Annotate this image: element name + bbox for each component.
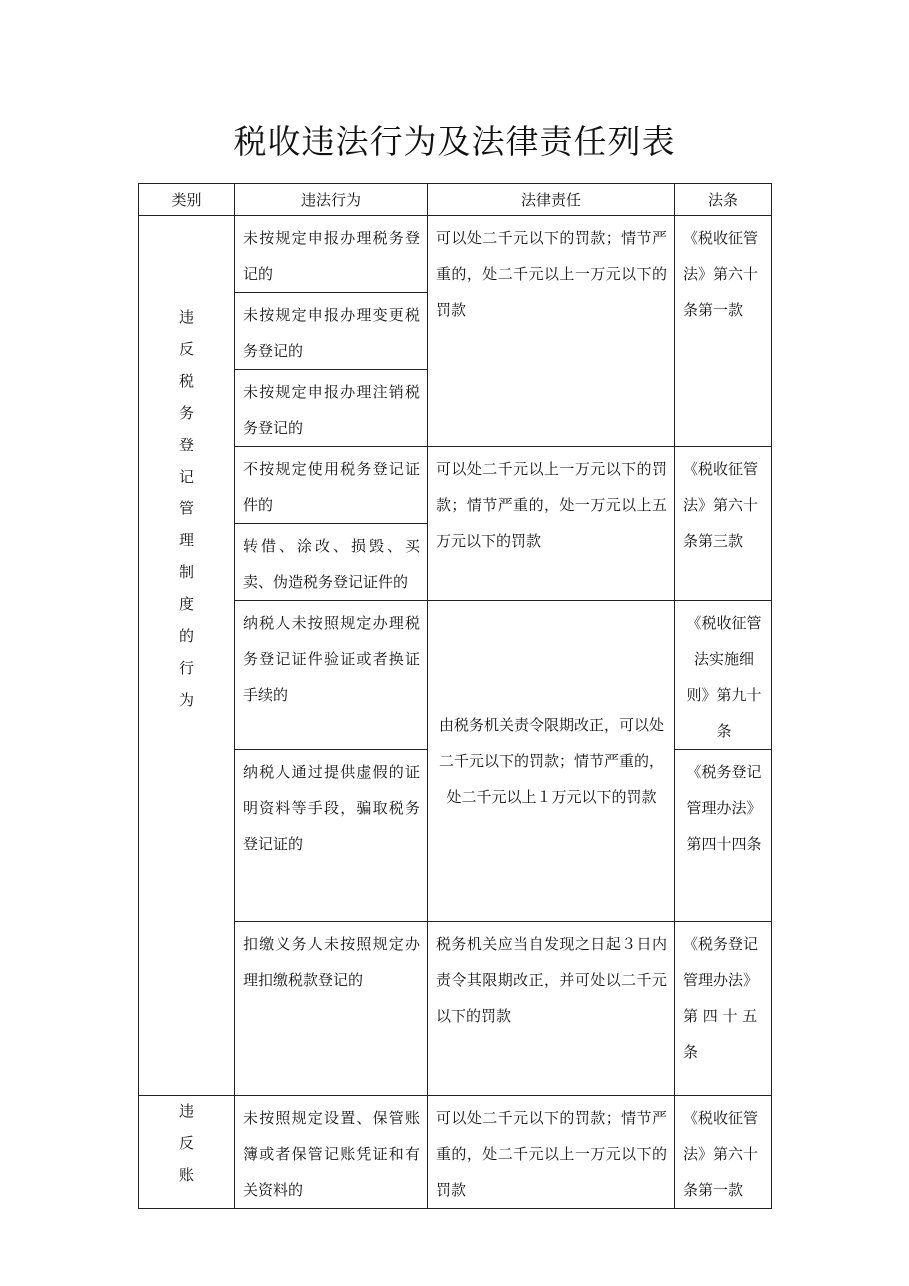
violation-cell: 纳税人通过提供虚假的证明资料等手段，骗取税务登记证的 [235, 750, 428, 922]
header-category: 类别 [139, 184, 235, 216]
violation-cell: 纳税人未按照规定办理税务登记证件验证或者换证手续的 [235, 601, 428, 750]
liability-cell: 可以处二千元以下的罚款；情节严重的，处二千元以上一万元以下的罚款 [428, 1096, 675, 1209]
article-cell: 《税收征管法》第六十条第一款 [675, 1096, 772, 1209]
liability-cell: 税务机关应当自发现之日起３日内责令其限期改正，并可处以二千元以下的罚款 [428, 922, 675, 1096]
violation-cell: 未按规定申报办理变更税务登记的 [235, 293, 428, 370]
violation-cell: 扣缴义务人未按照规定办理扣缴税款登记的 [235, 922, 428, 1096]
article-cell: 《税务登记管理办法》第 四 十 五 条 [675, 922, 772, 1096]
liability-cell: 可以处二千元以上一万元以下的罚款；情节严重的，处一万元以上五万元以下的罚款 [428, 447, 675, 601]
violation-cell: 转借、涂改、损毁、买卖、伪造税务登记证件的 [235, 524, 428, 601]
article-cell: 《税收征管法》第六十条第三款 [675, 447, 772, 601]
table-row [139, 1096, 772, 1209]
category-cell [139, 1096, 235, 1209]
category-label: 违 反 账 [178, 1102, 194, 1184]
article-cell: 《税收征管法》第六十条第一款 [675, 216, 772, 447]
document-title: 税收违法行为及法律责任列表 [233, 122, 676, 161]
liability-cell: 可以处二千元以下的罚款；情节严重的，处二千元以上一万元以下的罚款 [428, 216, 675, 447]
category-label: 违 反 税 务 登 记 管 理 制 度 的 行 为 [178, 308, 194, 709]
header-violation: 违法行为 [235, 184, 428, 216]
category-cell [139, 216, 235, 1096]
violation-cell: 未按规定申报办理注销税务登记的 [235, 370, 428, 447]
violation-cell: 不按规定使用税务登记证件的 [235, 447, 428, 524]
violation-cell: 未按照规定设置、保管账簿或者保管记账凭证和有关资料的 [235, 1096, 428, 1209]
article-cell: 《税务登记管理办法》第四十四条 [675, 750, 772, 922]
table-row [139, 216, 772, 293]
header-article: 法条 [675, 184, 772, 216]
tax-violation-table [138, 183, 772, 1209]
table-header-row [139, 184, 772, 216]
article-cell: 《税收征管法实施细则》第九十条 [675, 601, 772, 750]
violation-cell: 未按规定申报办理税务登记的 [235, 216, 428, 293]
header-liability: 法律责任 [428, 184, 675, 216]
liability-cell: 由税务机关责令限期改正，可以处二千元以下的罚款；情节严重的，处二千元以上１万元以下的罚款 [428, 601, 675, 922]
